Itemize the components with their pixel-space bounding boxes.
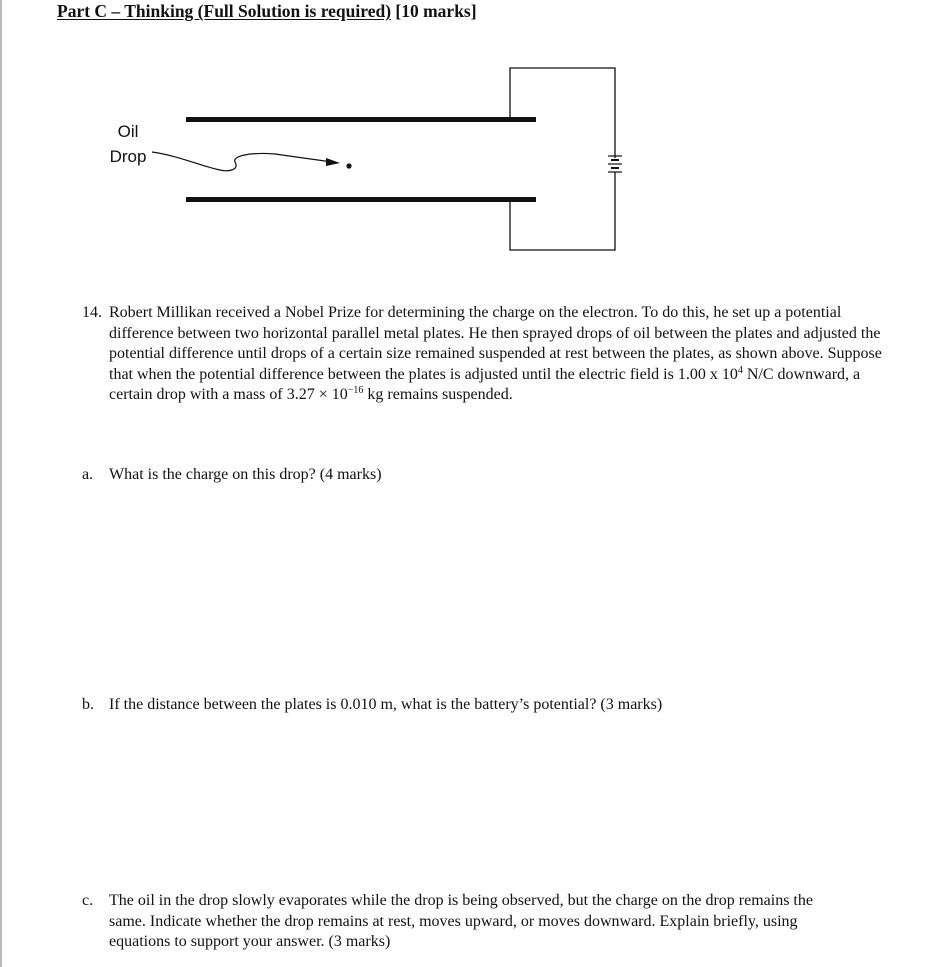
section-heading (57, 1, 477, 22)
section-marks: [10 marks] (395, 1, 477, 21)
question-text-part1: Robert Millikan received a Nobel Prize for determining the charge on the electron. To do this, he set up a potential difference between two horizontal parallel metal plates. He then sprayed drops of oil between the plates and adjusted the potential difference until drops of a certain size remained suspended at rest between the plates, as shown above. Suppose that when the potential difference between the plates is adjusted until the electric field is 1.00 x 10 (109, 304, 882, 383)
part-a (82, 465, 882, 486)
page-left-border (0, 0, 2, 967)
part-b-label: b. (82, 696, 94, 713)
exponent-minus-16: −16 (347, 385, 364, 397)
oil-label: Oil (117, 122, 139, 141)
battery-icon (608, 156, 622, 172)
drop-label: Drop (109, 147, 147, 166)
part-a-text: What is the charge on this drop? (4 marks) (109, 466, 382, 483)
question-text (109, 303, 882, 406)
part-c (82, 891, 842, 953)
part-c-text: The oil in the drop slowly evaporates while the drop is being observed, but the charge on the drop remains the same. Indicate whether the drop remains at rest, moves upward, or moves downward. Explain briefly, using equations to support your answer. (3 marks) (109, 892, 813, 951)
circuit-wire-bottom (510, 172, 615, 250)
section-title: Part C – Thinking (Full Solution is required) (57, 1, 392, 21)
part-a-label: a. (82, 466, 94, 483)
question-text-part3: kg remains suspended. (363, 386, 513, 404)
circuit-wire-top (510, 68, 615, 158)
part-b (82, 695, 882, 716)
question-number: 14. (82, 304, 102, 321)
pointer-line (152, 152, 332, 171)
exponent-4: 4 (737, 364, 743, 376)
pointer-arrowhead-icon (326, 158, 340, 166)
top-plate (186, 117, 536, 122)
part-c-label: c. (82, 892, 94, 909)
bottom-plate (186, 197, 536, 202)
oil-drop (346, 163, 351, 168)
millikan-apparatus-diagram (100, 60, 640, 260)
part-b-text: If the distance between the plates is 0.010 m, what is the battery’s potential? (3 marks) (109, 696, 663, 713)
question-text-part2: N/C downward, a certain drop with a mass of 3.27 × 10 (109, 365, 861, 404)
question-14 (82, 303, 882, 406)
